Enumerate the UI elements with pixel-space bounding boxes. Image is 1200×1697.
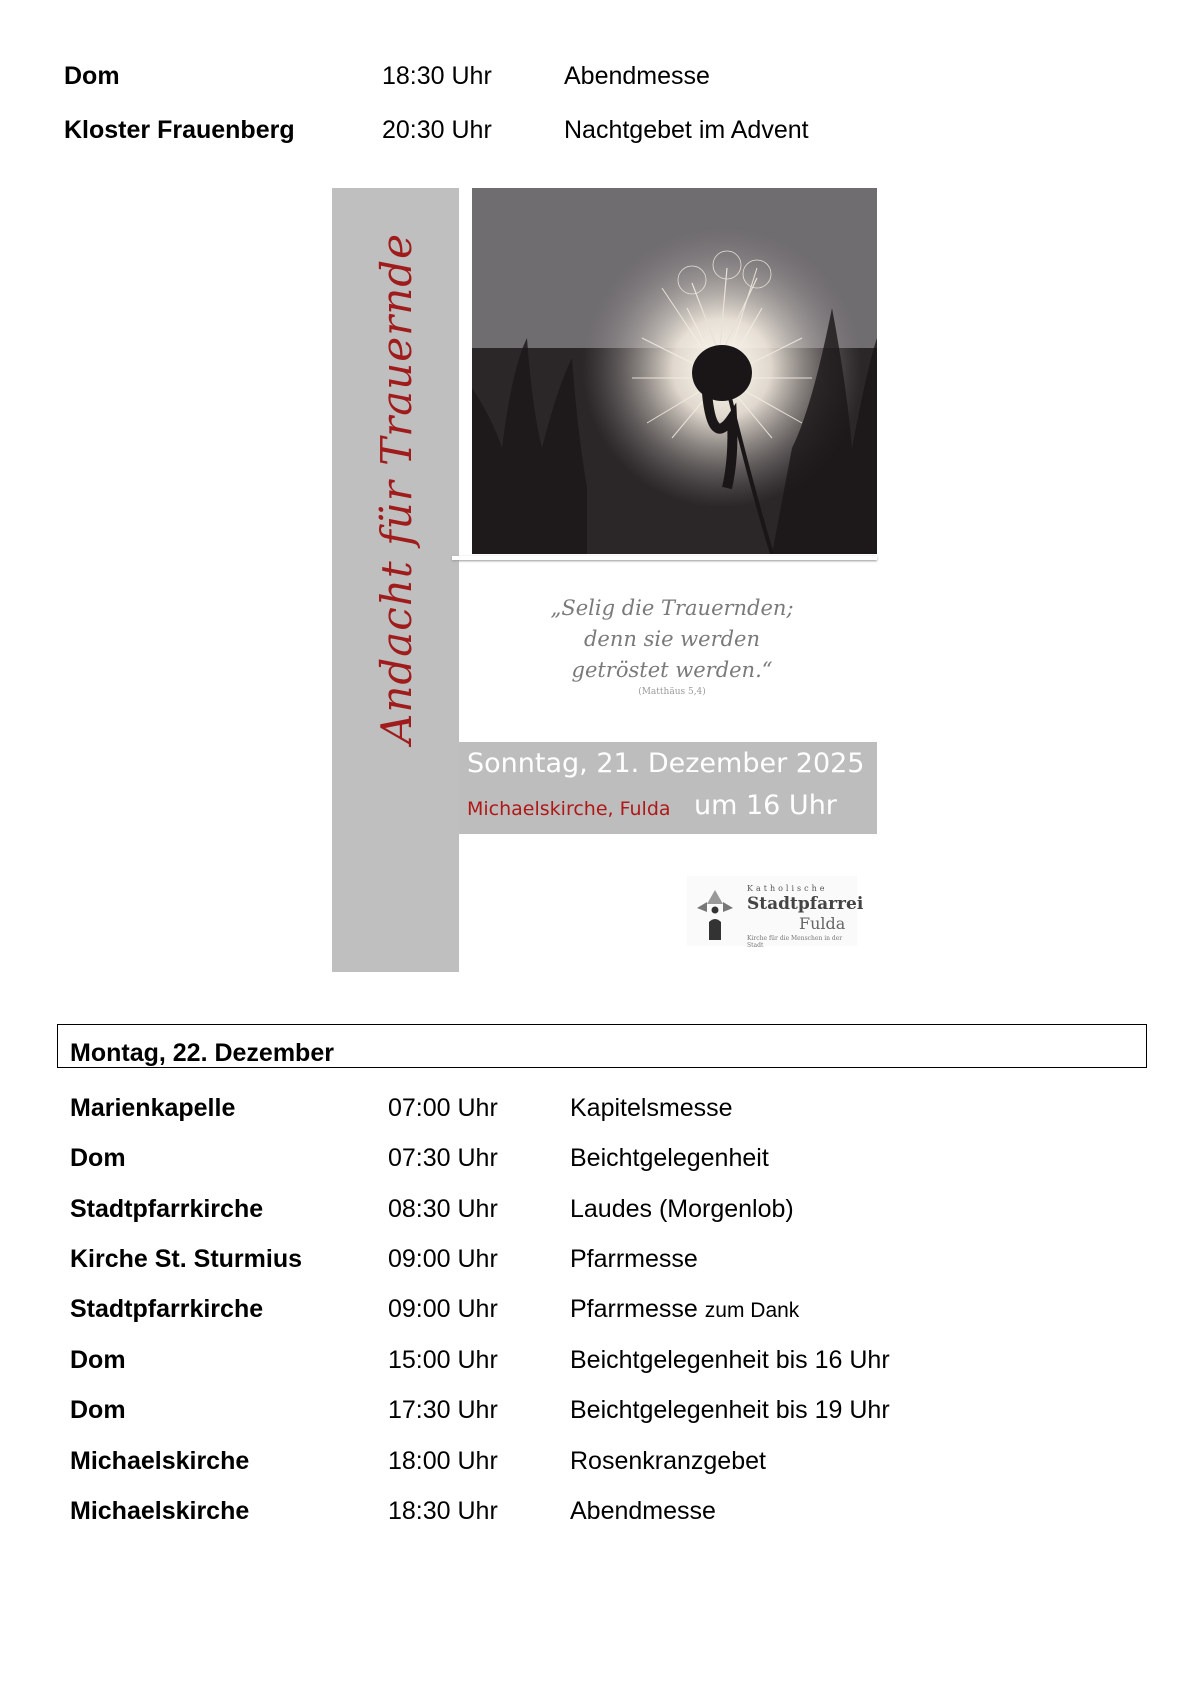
row-time: 18:00 Uhr bbox=[388, 1447, 498, 1475]
poster-vertical-title: Andacht für Trauernde bbox=[372, 232, 421, 744]
row-event: Kapitelsmesse bbox=[570, 1094, 733, 1122]
row-place: Stadtpfarrkirche bbox=[70, 1295, 264, 1323]
row-place: Dom bbox=[70, 1396, 126, 1424]
day-title: Montag, 22. Dezember bbox=[70, 1039, 334, 1067]
quote-line-2: denn sie werden bbox=[583, 627, 761, 651]
row-event: Pfarrmesse bbox=[570, 1245, 698, 1273]
row-place: Kloster Frauenberg bbox=[64, 116, 295, 144]
row-time: 18:30 Uhr bbox=[382, 62, 492, 90]
parish-logo bbox=[687, 876, 864, 949]
church-logo-icon bbox=[695, 886, 735, 941]
quote-line-1: „Selig die Trauernden; bbox=[550, 596, 794, 620]
row-event: Laudes (Morgenlob) bbox=[570, 1195, 794, 1223]
poster-quote bbox=[467, 593, 877, 698]
poster-location: Michaelskirche, Fulda bbox=[467, 798, 671, 820]
row-time: 09:00 Uhr bbox=[388, 1295, 498, 1323]
row-time: 07:30 Uhr bbox=[388, 1144, 498, 1172]
poster-time: um 16 Uhr bbox=[694, 790, 837, 821]
row-time: 08:30 Uhr bbox=[388, 1195, 498, 1223]
row-time: 15:00 Uhr bbox=[388, 1346, 498, 1374]
poster-divider-line bbox=[452, 556, 877, 560]
row-place: Marienkapelle bbox=[70, 1094, 236, 1122]
quote-line-3: getröstet werden.“ bbox=[571, 658, 773, 682]
row-time: 20:30 Uhr bbox=[382, 116, 492, 144]
row-event: Abendmesse bbox=[570, 1497, 716, 1525]
row-event: Abendmesse bbox=[564, 62, 710, 90]
row-time: 07:00 Uhr bbox=[388, 1094, 498, 1122]
row-event: Beichtgelegenheit bis 16 Uhr bbox=[570, 1346, 890, 1374]
row-place: Stadtpfarrkirche bbox=[70, 1195, 264, 1223]
dandelion-illustration bbox=[472, 188, 877, 554]
logo-text-katholische: Katholische bbox=[747, 884, 828, 893]
logo-text-stadtpfarrei: Stadtpfarrei bbox=[747, 894, 864, 914]
row-event: Beichtgelegenheit bbox=[570, 1144, 769, 1172]
row-event-note: zum Dank bbox=[704, 1299, 800, 1322]
row-place: Dom bbox=[70, 1144, 126, 1172]
row-event: Beichtgelegenheit bis 19 Uhr bbox=[570, 1396, 890, 1424]
row-event: Pfarrmesse zum Dank bbox=[570, 1295, 800, 1323]
row-time: 17:30 Uhr bbox=[388, 1396, 498, 1424]
row-place: Dom bbox=[70, 1346, 126, 1374]
row-event: Rosenkranzgebet bbox=[570, 1447, 766, 1475]
day-header bbox=[57, 1024, 1147, 1068]
row-time: 18:30 Uhr bbox=[388, 1497, 498, 1525]
logo-text-fulda: Fulda bbox=[799, 914, 846, 933]
poster-date-box bbox=[459, 742, 877, 834]
row-place: Dom bbox=[64, 62, 120, 90]
poster-date: Sonntag, 21. Dezember 2025 bbox=[467, 748, 865, 779]
dandelion-photo bbox=[472, 188, 877, 554]
row-place: Michaelskirche bbox=[70, 1497, 250, 1525]
row-event: Nachtgebet im Advent bbox=[564, 116, 809, 144]
quote-source: (Matthäus 5,4) bbox=[638, 687, 706, 697]
logo-tagline: Kirche für die Menschen in der Stadt bbox=[747, 935, 843, 949]
row-place: Kirche St. Sturmius bbox=[70, 1245, 302, 1273]
row-place: Michaelskirche bbox=[70, 1447, 250, 1475]
row-time: 09:00 Uhr bbox=[388, 1245, 498, 1273]
poster-bar-divider bbox=[459, 188, 467, 559]
event-poster bbox=[332, 188, 877, 972]
